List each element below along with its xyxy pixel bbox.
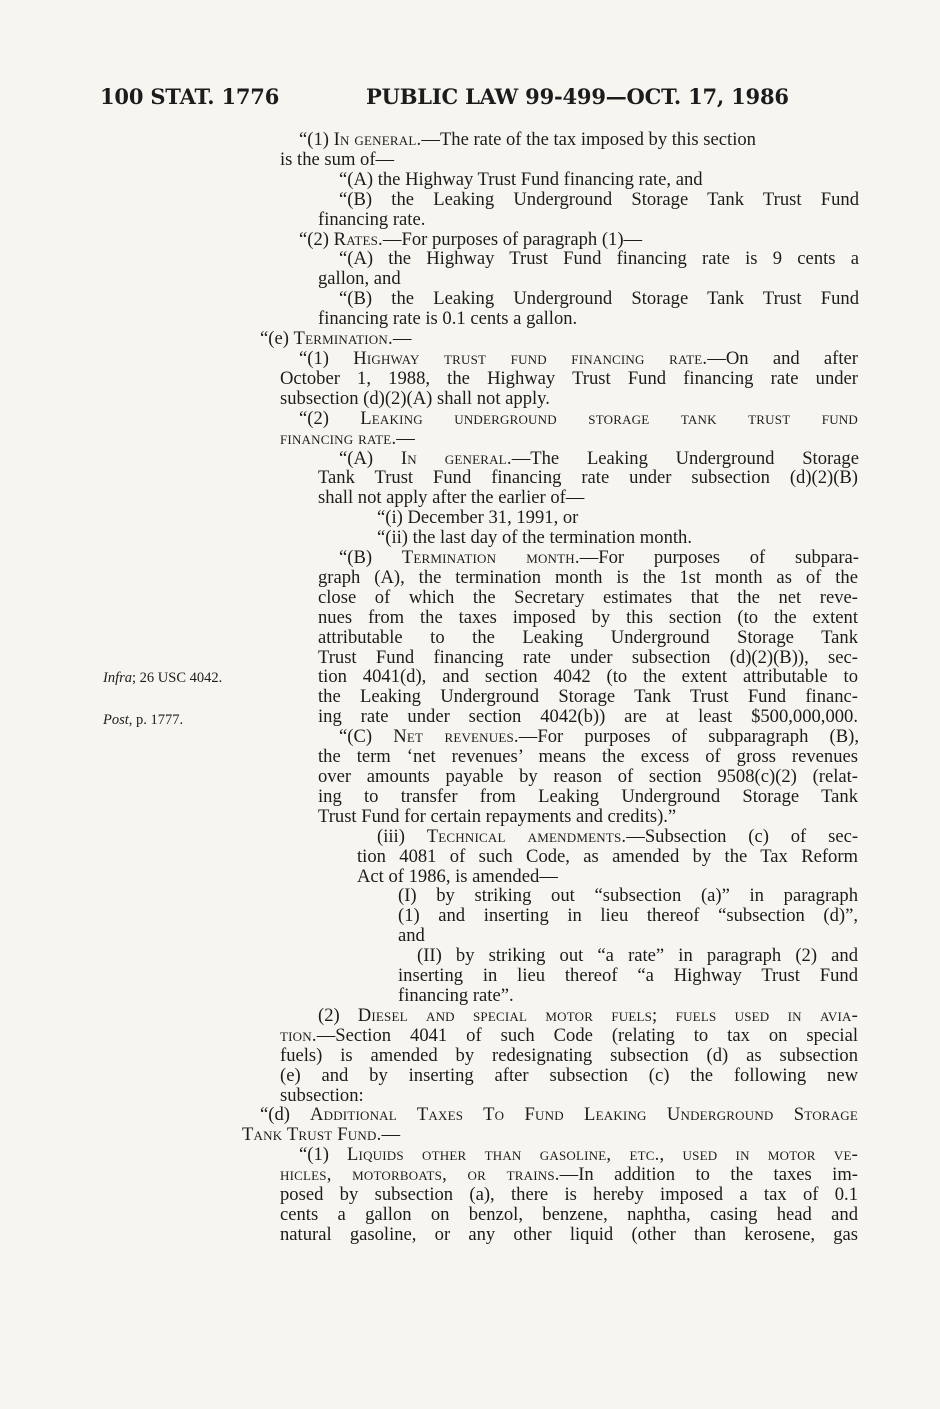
- small-caps-heading: Rates.: [333, 228, 383, 250]
- text-run: the term ‘net revenues’ means the excess of gross revenues: [318, 746, 858, 768]
- text-run: fuels) is amended by redesignating subsection (d) as subsection: [280, 1044, 858, 1066]
- text-run: tion 4041(d), and section 4042 (to the extent attributable to: [318, 666, 858, 688]
- text-run: Act of 1986, is amended—: [357, 865, 558, 887]
- text-run: natural gasoline, or any other liquid (other than kerosene, gas: [280, 1223, 858, 1245]
- text-run: attributable to the Leaking Underground Storage Tank: [318, 626, 858, 648]
- text-line: [318, 269, 940, 289]
- small-caps-heading: financing rate.: [280, 427, 397, 449]
- text-line: [398, 966, 858, 986]
- text-run: —In addition to the taxes im-: [559, 1164, 858, 1186]
- text-line: [318, 687, 858, 707]
- text-run: “(2): [299, 228, 334, 250]
- text-run: (II) by striking out “a rate” in paragraph (2) and: [417, 945, 858, 967]
- text-run: —For purposes of subpara-: [579, 547, 859, 569]
- small-caps-heading: hicles, motorboats, or trains.: [280, 1164, 560, 1186]
- page-stat-citation: 100 STAT. 1776: [100, 84, 280, 109]
- text-run: financing rate.: [318, 208, 426, 230]
- text-run: —Section 4041 of such Code (relating to tax on special: [316, 1024, 858, 1046]
- text-run: “(2): [299, 407, 361, 429]
- text-run: “(1): [299, 1144, 347, 1166]
- text-line: [318, 807, 940, 827]
- small-caps-heading: Technical amendments.: [426, 825, 627, 847]
- text-line: [318, 787, 858, 807]
- text-line: [339, 727, 859, 747]
- statute-body-text: [0, 130, 940, 1245]
- text-line: [318, 648, 858, 668]
- text-run: “(1): [299, 129, 334, 150]
- text-run: “(B) the Leaking Underground Storage Tank Trust Fund: [339, 188, 859, 210]
- margin-note-infra-italic: Infra: [103, 670, 132, 686]
- text-run: (2): [318, 1004, 358, 1026]
- text-run: is the sum of—: [280, 148, 395, 170]
- text-line: [377, 827, 858, 847]
- text-run: “(B): [339, 547, 402, 569]
- text-run: financing rate is 0.1 cents a gallon.: [318, 308, 578, 330]
- text-run: Trust Fund for certain repayments and credits).”: [318, 805, 677, 827]
- small-caps-heading: Diesel and special motor fuels; fuels used in avia-: [357, 1004, 858, 1026]
- text-run: inserting in lieu thereof “a Highway Trust Fund: [398, 965, 858, 987]
- text-line: [318, 707, 858, 727]
- small-caps-heading: Tank Trust Fund.: [242, 1124, 382, 1146]
- text-run: —For purposes of paragraph (1)—: [382, 228, 643, 250]
- text-line: [299, 230, 940, 250]
- text-line: [339, 249, 859, 269]
- text-line: [318, 488, 940, 508]
- text-run: financing rate”.: [398, 984, 514, 1006]
- text-line: [280, 150, 940, 170]
- page-running-head: PUBLIC LAW 99-499—OCT. 17, 1986: [366, 84, 789, 109]
- text-run: (e) and by inserting after subsection (c) the following new: [280, 1064, 858, 1086]
- text-line: [339, 289, 859, 309]
- text-run: (iii): [377, 825, 427, 847]
- text-run: “(e): [260, 328, 294, 350]
- small-caps-heading: Leaking underground storage tank trust fund: [360, 407, 858, 429]
- text-line: [318, 767, 858, 787]
- text-run: subsection:: [280, 1084, 364, 1106]
- text-line: [280, 369, 858, 389]
- text-line: [339, 170, 940, 190]
- text-run: subsection (d)(2)(A) shall not apply.: [280, 387, 550, 409]
- text-line: [299, 409, 858, 429]
- text-run: close of which the Secretary estimates that the net reve-: [318, 586, 858, 608]
- text-run: —The rate of the tax imposed by this section: [421, 129, 756, 150]
- text-run: cents a gallon on benzol, benzene, naphtha, casing head and: [280, 1203, 858, 1225]
- text-line: [339, 449, 859, 469]
- text-line: [280, 1205, 858, 1225]
- text-run: —The Leaking Underground Storage: [511, 447, 859, 469]
- text-line: [280, 389, 940, 409]
- text-run: “(A) the Highway Trust Fund financing rate is 9 cents a: [339, 248, 859, 270]
- text-run: Trust Fund financing rate under subsection (d)(2)(B)), sec-: [318, 646, 858, 668]
- text-run: gallon, and: [318, 268, 401, 290]
- text-run: —: [392, 328, 412, 350]
- text-run: ing rate under section 4042(b)) are at least $500,000,000.: [318, 706, 858, 728]
- small-caps-heading: In general.: [400, 447, 512, 469]
- text-line: [398, 986, 940, 1006]
- text-line: [280, 1086, 940, 1106]
- text-run: “(1): [299, 347, 354, 369]
- text-run: —: [381, 1124, 401, 1146]
- text-line: [260, 1105, 858, 1125]
- text-line: [318, 667, 858, 687]
- text-run: “(ii) the last day of the termination month.: [377, 527, 692, 549]
- text-line: [280, 429, 940, 449]
- text-line: [280, 1066, 858, 1086]
- small-caps-heading: In general.: [333, 129, 422, 150]
- text-run: —For purposes of subparagraph (B),: [518, 726, 859, 748]
- text-line: [398, 926, 940, 946]
- text-line: [377, 508, 940, 528]
- text-run: “(A) the Highway Trust Fund financing rate, and: [339, 168, 703, 190]
- text-line: [398, 906, 858, 926]
- text-run: “(B) the Leaking Underground Storage Tank Trust Fund: [339, 288, 859, 310]
- text-run: (I) by striking out “subsection (a)” in paragraph: [398, 885, 858, 907]
- text-run: graph (A), the termination month is the 1st month as of the: [318, 566, 858, 588]
- text-line: [280, 1225, 858, 1245]
- text-run: “(A): [339, 447, 401, 469]
- text-run: posed by subsection (a), there is hereby imposed a tax of 0.1: [280, 1184, 858, 1206]
- text-run: tion 4081 of such Code, as amended by the Tax Reform: [357, 845, 858, 867]
- text-line: [357, 847, 858, 867]
- text-line: [357, 867, 940, 887]
- text-line: [417, 946, 858, 966]
- text-run: shall not apply after the earlier of—: [318, 487, 585, 509]
- text-run: —: [396, 427, 415, 449]
- text-line: [398, 886, 858, 906]
- text-run: “(i) December 31, 1991, or: [377, 507, 579, 529]
- small-caps-heading: Highway trust fund financing rate.: [353, 347, 708, 369]
- text-line: [318, 588, 858, 608]
- text-run: —On and after: [707, 347, 858, 369]
- text-line: [339, 190, 859, 210]
- margin-note-post-rest: , p. 1777.: [128, 712, 184, 728]
- text-run: October 1, 1988, the Highway Trust Fund financing rate under: [280, 367, 858, 389]
- text-run: “(C): [339, 726, 394, 748]
- small-caps-heading: tion.: [280, 1024, 317, 1046]
- small-caps-heading: Termination.: [293, 328, 393, 350]
- margin-note-infra-rest: ; 26 USC 4042.: [132, 670, 223, 686]
- text-line: [318, 309, 940, 329]
- text-line: [280, 1165, 858, 1185]
- small-caps-heading: Additional Taxes To Fund Leaking Underground Storage: [310, 1104, 858, 1126]
- text-run: ing to transfer from Leaking Underground Storage Tank: [318, 785, 858, 807]
- text-line: [299, 349, 858, 369]
- small-caps-heading: Liquids other than gasoline, etc., used in motor ve-: [346, 1144, 858, 1166]
- text-line: [318, 210, 940, 230]
- margin-note-post-italic: Post: [103, 712, 129, 728]
- text-run: the Leaking Underground Storage Tank Trust Fund financ-: [318, 686, 858, 708]
- small-caps-heading: Termination month.: [401, 547, 580, 569]
- text-run: —Subsection (c) of sec-: [626, 825, 859, 847]
- text-line: [280, 1185, 858, 1205]
- text-line: [339, 548, 859, 568]
- text-line: [299, 130, 940, 150]
- text-line: [318, 747, 858, 767]
- text-line: [318, 628, 858, 648]
- text-run: nues from the taxes imposed by this section (to the extent: [318, 606, 858, 628]
- text-run: “(d): [260, 1104, 310, 1126]
- text-run: Tank Trust Fund financing rate under subsection (d)(2)(B): [318, 467, 858, 489]
- text-line: [280, 1046, 858, 1066]
- text-run: over amounts payable by reason of section 9508(c)(2) (relat-: [318, 766, 858, 787]
- text-line: [299, 1145, 858, 1165]
- small-caps-heading: Net revenues.: [393, 726, 519, 748]
- text-line: [377, 528, 940, 548]
- text-line: [318, 1006, 858, 1026]
- text-line: [318, 568, 858, 588]
- text-line: [242, 1125, 940, 1145]
- text-line: [260, 329, 940, 349]
- text-line: [280, 1026, 858, 1046]
- text-run: (1) and inserting in lieu thereof “subsection (d)”,: [398, 905, 858, 927]
- text-line: [318, 608, 858, 628]
- text-run: and: [398, 925, 425, 947]
- text-line: [318, 468, 858, 488]
